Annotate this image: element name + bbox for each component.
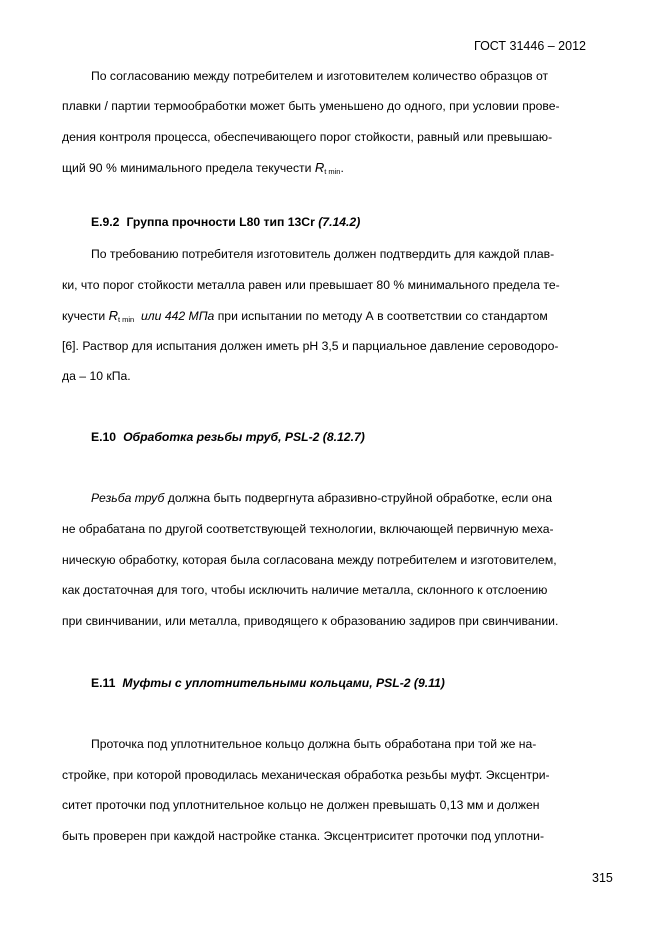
- paragraph-2-line-4: [6]. Раствор для испытания должен иметь рН 3,5 и парциальное давление сероводоро-: [62, 339, 559, 353]
- paragraph-2-line-3-c: при испытании по методу А в соответствии со стандартом: [214, 309, 548, 323]
- paragraph-2-line-5: да – 10 кПа.: [62, 369, 131, 383]
- paragraph-3-line-4: как достаточная для того, чтобы исключить наличие металла, склонного к отслоению: [62, 583, 548, 597]
- section-number: Е.9.2: [91, 215, 120, 229]
- paragraph-2-line-2: ки, что порог стойкости металла равен или превышает 80 % минимального предела те-: [62, 278, 560, 292]
- paragraph-3-italic-term: Резьба труб: [91, 491, 165, 505]
- yield-strength-subscript: t min: [324, 167, 341, 176]
- paragraph-4-line-4: быть проверен при каждой настройке станка. Эксцентриситет проточки под уплотни-: [62, 829, 545, 843]
- paragraph-3-line-3: ническую обработку, которая была согласована между потребителем и изготовителем,: [62, 553, 557, 567]
- section-number: Е.10: [91, 430, 117, 444]
- section-reference: (7.14.2): [318, 215, 361, 229]
- section-heading-e92: [91, 215, 360, 229]
- paragraph-3-line-1-rest: должна быть подвергнута абразивно-струйной обработке, если она: [164, 491, 552, 505]
- paragraph-4-line-3: ситет проточки под уплотнительное кольцо не должен превышать 0,13 мм и должен: [62, 798, 540, 812]
- paragraph-1-line-2: плавки / партии термообработки может быть уменьшено до одного, при условии прове-: [62, 99, 560, 113]
- document-header: ГОСТ 31446 – 2012: [474, 39, 586, 53]
- section-title: Муфты с уплотнительными кольцами, PSL-2 (9.11): [122, 676, 445, 690]
- paragraph-3-line-2: не обрабатана по другой соответствующей технологии, включающей первичную меха-: [62, 522, 554, 536]
- yield-strength-symbol: R: [108, 308, 118, 323]
- yield-strength-subscript: t min: [117, 315, 135, 324]
- section-title: Обработка резьбы труб, PSL-2 (8.12.7): [123, 430, 365, 444]
- paragraph-4-line-2: стройке, при которой проводилась механическая обработка резьбы муфт. Эксцентри-: [62, 768, 550, 782]
- yield-strength-symbol: R: [314, 160, 325, 175]
- paragraph-2-line-3-a: кучести: [62, 309, 109, 323]
- page-number: 315: [592, 871, 613, 885]
- paragraph-2-line-3-b: или 442 МПа: [141, 309, 215, 323]
- section-number: Е.11: [91, 676, 116, 690]
- paragraph-1-line-4-text: щий 90 % минимального предела текучести: [62, 161, 315, 175]
- paragraph-3-line-5: при свинчивании, или металла, приводящего к образованию задиров при свинчивании.: [62, 614, 559, 628]
- paragraph-2-line-3: [62, 308, 548, 323]
- paragraph-2-line-1: По требованию потребителя изготовитель должен подтвердить для каждой плав-: [91, 247, 555, 261]
- paragraph-1-line-3: дения контроля процесса, обеспечивающего порог стойкости, равный или превышаю-: [62, 130, 553, 144]
- section-heading-e11: [91, 676, 445, 690]
- paragraph-1-line-4: [62, 160, 344, 175]
- section-title: Группа прочности L80 тип 13Cr: [126, 215, 319, 229]
- paragraph-3-line-1: [91, 491, 552, 505]
- paragraph-1-end: .: [340, 161, 344, 175]
- section-heading-e10: [91, 430, 365, 444]
- paragraph-1-line-1: По согласованию между потребителем и изготовителем количество образцов от: [91, 69, 549, 83]
- paragraph-4-line-1: Проточка под уплотнительное кольцо должна быть обработана при той же на-: [91, 737, 537, 751]
